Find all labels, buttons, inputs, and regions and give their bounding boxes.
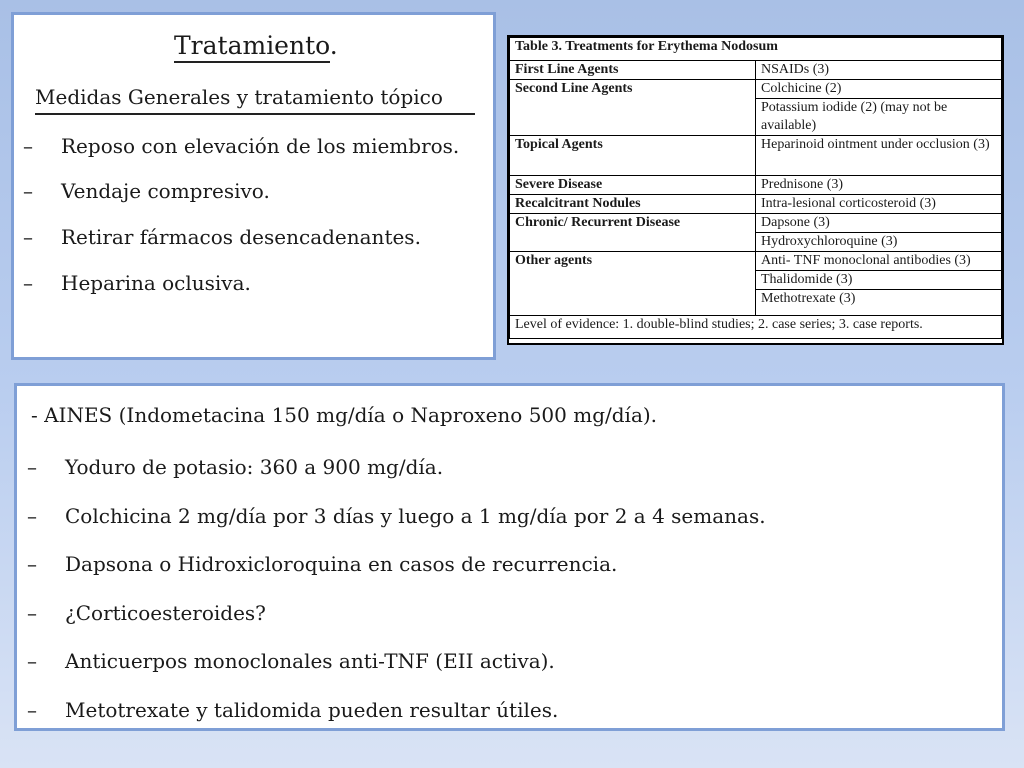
- slide-title: [174, 29, 338, 63]
- treatment-cell: NSAIDs (3): [756, 61, 1002, 80]
- list-item-text: Yoduro de potasio: 360 a 900 mg/día.: [65, 455, 444, 479]
- table-row: [510, 176, 1002, 195]
- bullet-dash: –: [27, 649, 37, 673]
- bullet-dash: –: [27, 455, 37, 479]
- treatment-cell: Potassium iodide (2) (may not be available): [756, 99, 1002, 136]
- list-item: [23, 262, 481, 304]
- list-item: [23, 127, 481, 166]
- list-item-text: Retirar fármacos desencadenantes.: [61, 225, 421, 249]
- list-item: [27, 492, 985, 541]
- evidence-footnote: Level of evidence: 1. double-blind studies; 2. case series; 3. case reports.: [510, 316, 1002, 339]
- bullet-dash: –: [27, 600, 37, 625]
- treatment-cell: Methotrexate (3): [756, 290, 1002, 316]
- list-item-text: Colchicina 2 mg/día por 3 días y luego a 1 mg/día por 2 a 4 semanas.: [65, 503, 766, 528]
- list-item: [23, 216, 481, 258]
- category-cell: Chronic/ Recurrent Disease: [510, 214, 756, 252]
- list-item-text: Dapsona o Hidroxicloroquina en casos de recurrencia.: [65, 552, 618, 576]
- bullet-dash: –: [23, 179, 33, 203]
- list-item: [27, 589, 985, 638]
- bullet-dash: –: [23, 225, 33, 249]
- bullet-dash: –: [23, 271, 33, 295]
- list-item-text: ¿Corticoesteroides?: [65, 600, 266, 625]
- bullet-dash: –: [27, 552, 37, 576]
- treatments-table: [509, 37, 1002, 339]
- list-item-text: Vendaje compresivo.: [61, 179, 270, 203]
- bullet-dash: –: [27, 697, 37, 722]
- list-item-text: Metotrexate y talidomida pueden resultar útiles.: [65, 697, 559, 722]
- list-item-text: Anticuerpos monoclonales anti-TNF (EII activa).: [65, 649, 555, 673]
- treatment-cell: Thalidomide (3): [756, 271, 1002, 290]
- table-caption-row: [510, 38, 1002, 61]
- treatments-table-figure: [507, 35, 1004, 345]
- title-text: Tratamiento: [174, 31, 330, 63]
- treatment-cell: Dapsone (3): [756, 214, 1002, 233]
- list-item-text: Heparina oclusiva.: [61, 271, 251, 295]
- category-cell: Recalcitrant Nodules: [510, 195, 756, 214]
- title-period: .: [329, 31, 338, 60]
- category-cell: Second Line Agents: [510, 80, 756, 136]
- table-row: [510, 136, 1002, 176]
- category-cell: Severe Disease: [510, 176, 756, 195]
- list-item: [27, 443, 985, 492]
- bullet-dash: –: [23, 134, 33, 158]
- category-cell: Topical Agents: [510, 136, 756, 176]
- list-item-text: Reposo con elevación de los miembros.: [61, 134, 460, 158]
- treatment-cell: Anti- TNF monoclonal antibodies (3): [756, 252, 1002, 271]
- table-row: [510, 80, 1002, 99]
- table-row: [510, 195, 1002, 214]
- treatment-cell: Colchicine (2): [756, 80, 1002, 99]
- bullet-dash: –: [27, 503, 37, 528]
- table-row: [510, 252, 1002, 271]
- table-caption: Table 3. Treatments for Erythema Nodosum: [510, 38, 1002, 61]
- treatment-cell: Hydroxychloroquine (3): [756, 233, 1002, 252]
- list-item: [27, 637, 985, 686]
- list-item: [23, 170, 481, 212]
- list-item: [27, 540, 985, 589]
- table-row: [510, 61, 1002, 80]
- list-item: [27, 686, 985, 735]
- drug-treatment-panel: [14, 383, 1005, 731]
- table-footnote-row: [510, 316, 1002, 339]
- category-cell: Other agents: [510, 252, 756, 316]
- treatment-cell: Prednisone (3): [756, 176, 1002, 195]
- category-cell: First Line Agents: [510, 61, 756, 80]
- treatment-cell: Heparinoid ointment under occlusion (3): [756, 136, 1002, 176]
- aines-line: - AINES (Indometacina 150 mg/día o Naproxeno 500 mg/día).: [31, 403, 658, 427]
- table-row: [510, 214, 1002, 233]
- treatment-cell: Intra-lesional corticosteroid (3): [756, 195, 1002, 214]
- general-measures-panel: [11, 12, 496, 360]
- general-measures-list: [23, 127, 481, 308]
- section-subtitle: Medidas Generales y tratamiento tópico: [35, 81, 475, 115]
- drug-treatment-list: [27, 443, 985, 734]
